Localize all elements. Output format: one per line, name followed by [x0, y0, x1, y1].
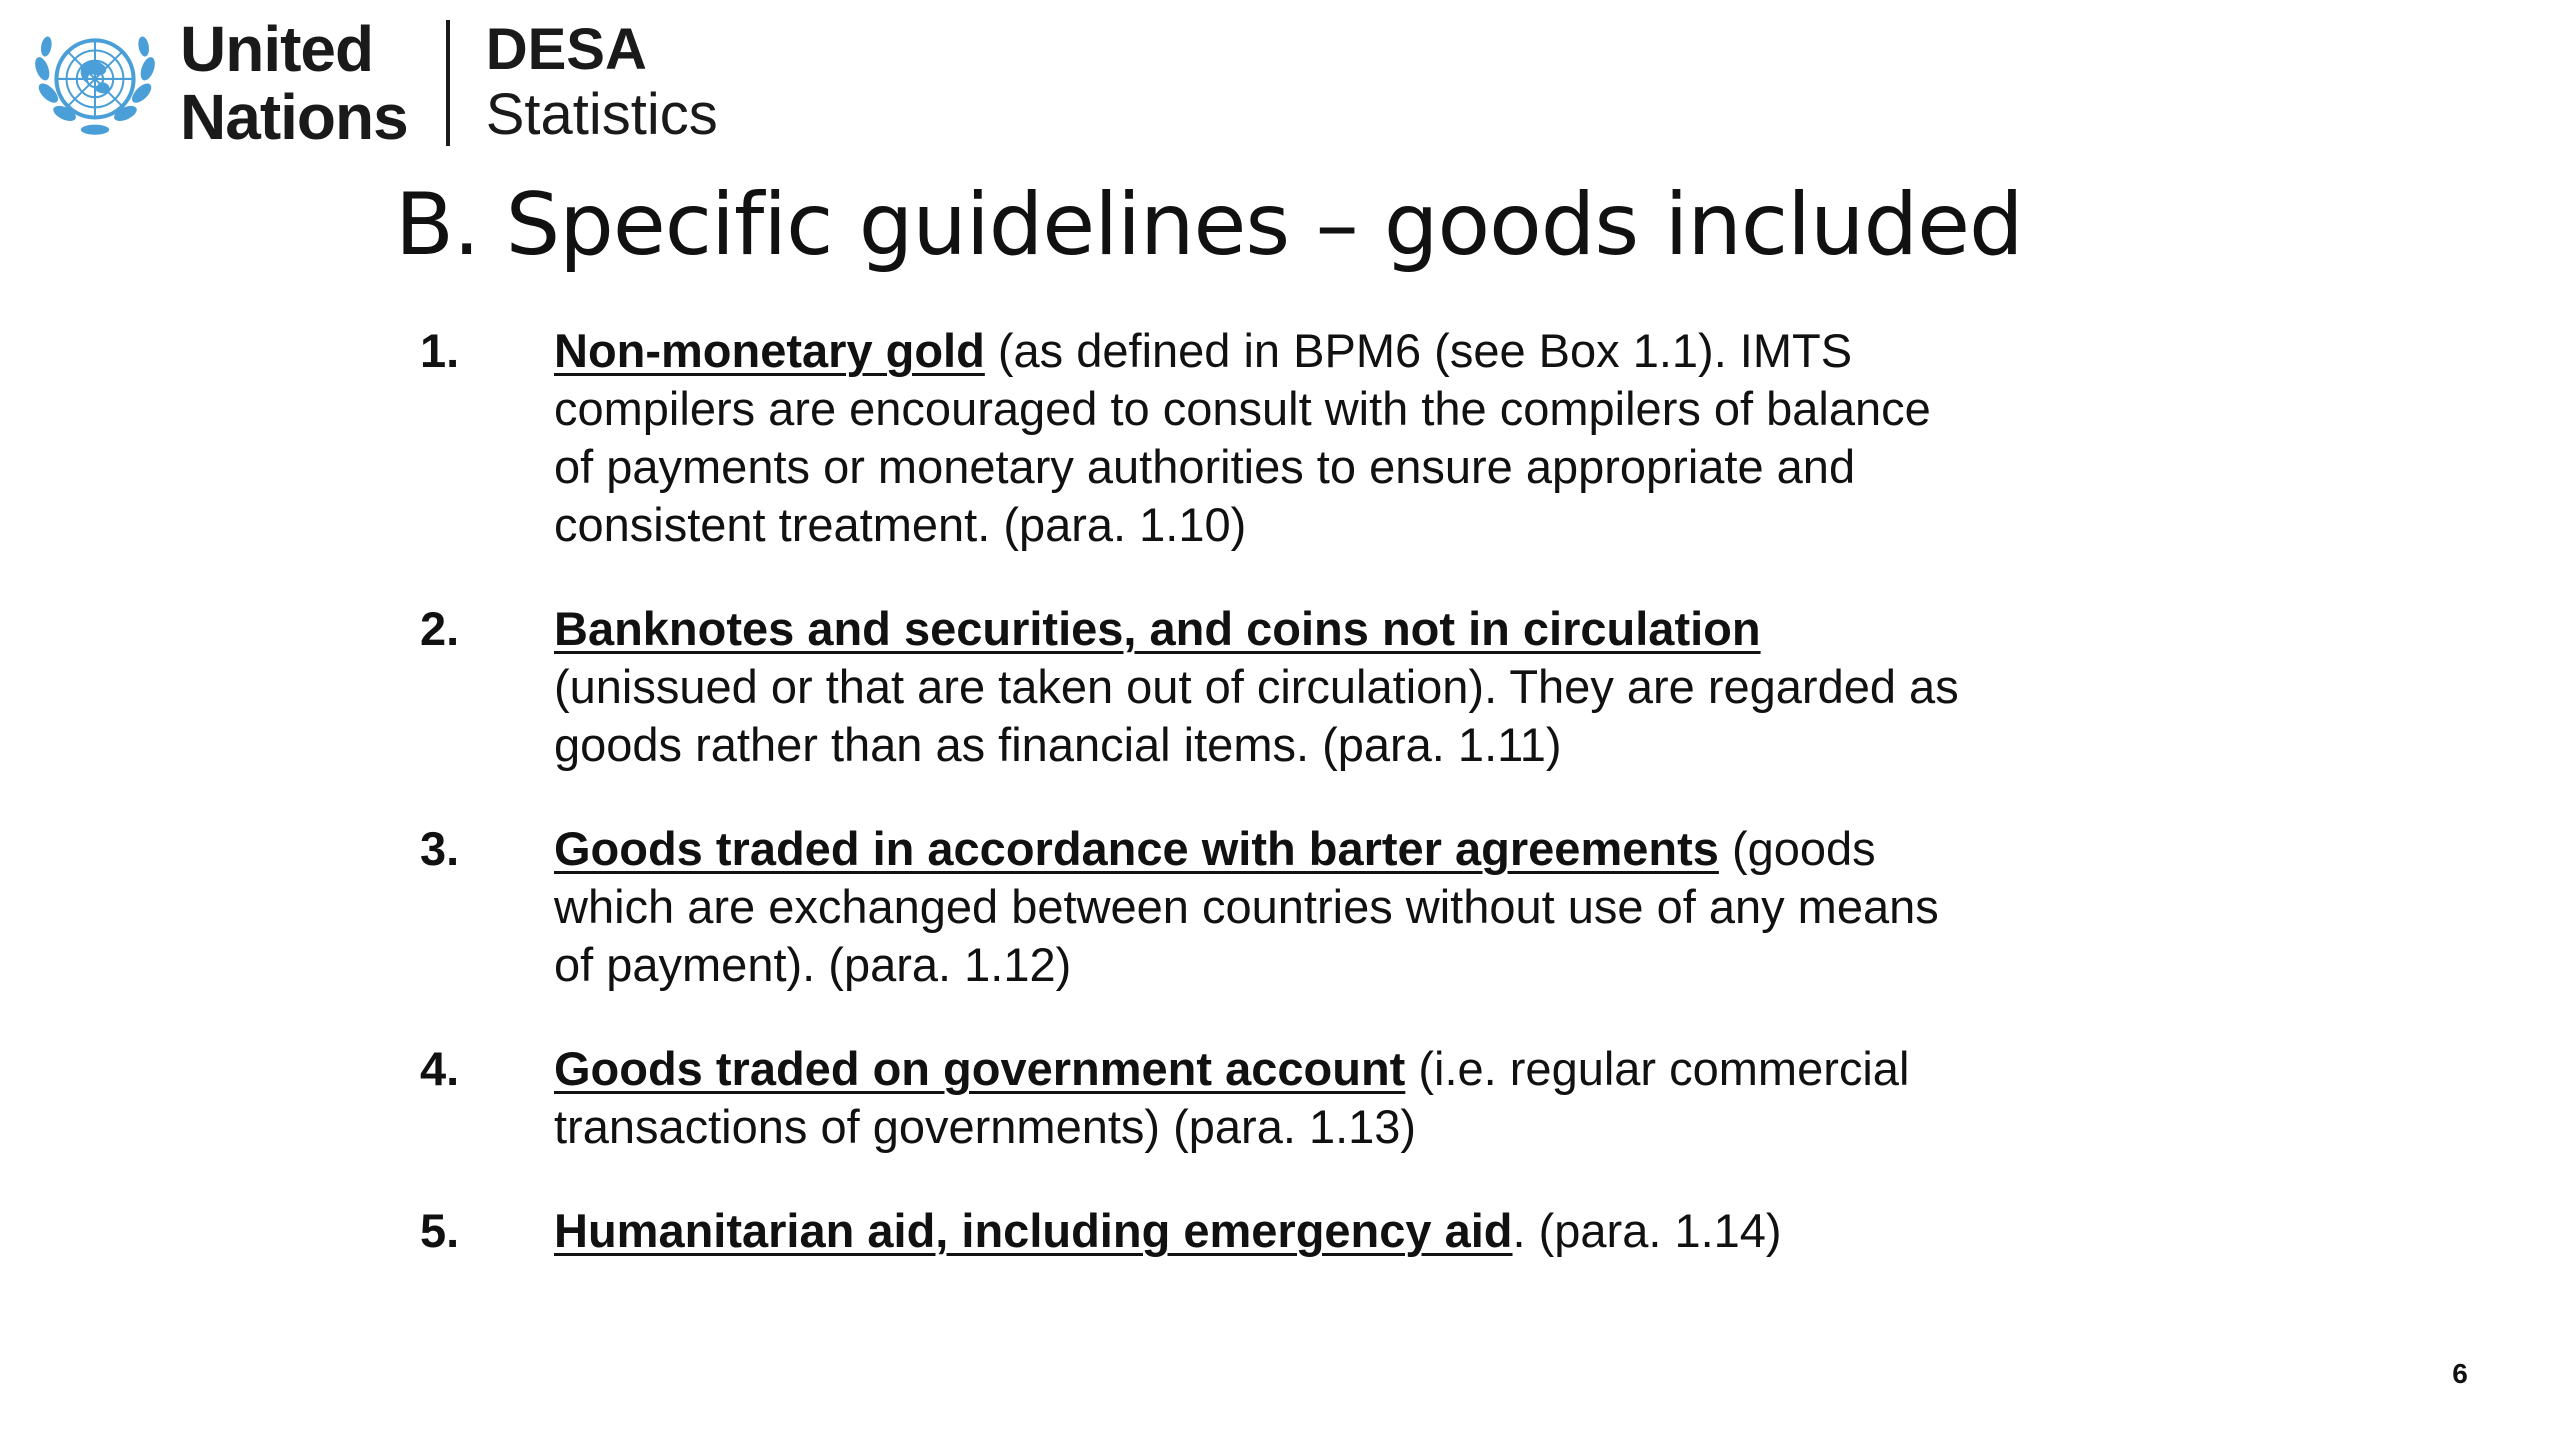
un-emblem-icon: [24, 20, 166, 146]
list-item-text: [554, 1202, 1974, 1260]
organization-wordmark: [180, 13, 408, 153]
list-item-term: Goods traded on government account: [554, 1042, 1406, 1095]
list-item-number: 5.: [420, 1204, 460, 1257]
list-item-description: (as defined in BPM6 (see Box 1.1). IMTS compilers are encouraged to consult with the compilers of balance of payments or monetary authorities to ensure appropriate and consistent treatment. (para. 1.10): [554, 324, 1931, 551]
list-item-term: Non-monetary gold: [554, 324, 985, 377]
list-item-description: (goods which are exchanged between countries without use of any means of payment). (para. 1.12): [554, 822, 1939, 991]
list-item-term: Goods traded in accordance with barter agreements: [554, 822, 1719, 875]
organization-name-line1: United: [180, 13, 374, 85]
list-item: [420, 1202, 2250, 1260]
list-item-number: 4.: [420, 1042, 460, 1095]
list-item-number: 1.: [420, 324, 460, 377]
page-number: 6: [2452, 1358, 2468, 1389]
list-item-text: [554, 600, 1974, 774]
organization-logo: [24, 13, 718, 153]
list-item: [420, 600, 2250, 774]
list-item-text: [554, 322, 1974, 554]
department-label: [486, 18, 718, 148]
department-name: DESA: [485, 17, 647, 83]
guidelines-list: [420, 322, 2250, 1260]
slide-title: B. Specific guidelines – goods included: [395, 175, 2023, 275]
organization-name-line2: Nations: [180, 81, 408, 153]
list-item-term: Banknotes and securities, and coins not in circulation: [554, 602, 1761, 655]
list-item: [420, 820, 2250, 994]
list-item-number: 3.: [420, 822, 460, 875]
list-item-text: [554, 820, 1974, 994]
list-item: [420, 1040, 2250, 1156]
list-item-number: 2.: [420, 602, 460, 655]
list-item-description: (i.e. regular commercial transactions of governments) (para. 1.13): [554, 1042, 1910, 1153]
logo-divider: [446, 20, 450, 146]
list-item-term: Humanitarian aid, including emergency aid: [554, 1204, 1513, 1257]
division-name: Statistics: [485, 82, 718, 147]
list-item-description: (unissued or that are taken out of circulation). They are regarded as goods rather than as financial items. (para. 1.11): [554, 660, 1959, 771]
list-item: [420, 322, 2250, 554]
list-item-description: . (para. 1.14): [1512, 1204, 1782, 1257]
list-item-text: [554, 1040, 1974, 1156]
